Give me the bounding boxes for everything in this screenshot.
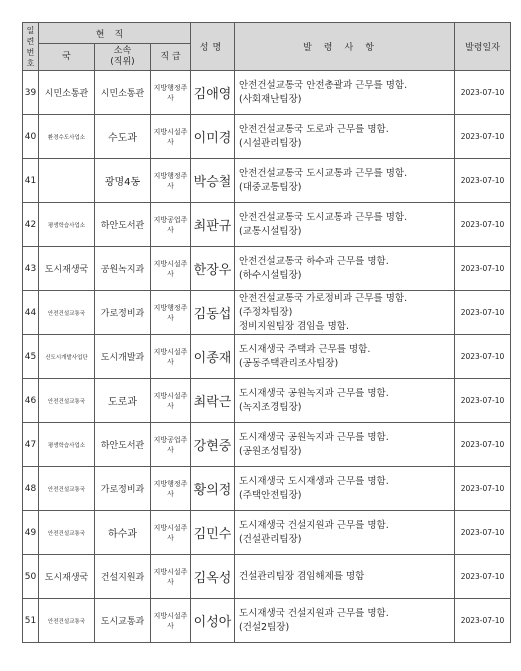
rank bbox=[151, 555, 191, 599]
rank-line: 사 bbox=[167, 93, 174, 102]
rank-line: 지방행정주 bbox=[153, 83, 188, 92]
order-date: 2023-07-10 bbox=[455, 291, 511, 335]
personnel-order-table bbox=[22, 22, 511, 643]
person-name: 김옥성 bbox=[191, 555, 235, 599]
order-date: 2023-07-10 bbox=[455, 599, 511, 643]
order-text bbox=[235, 511, 455, 555]
order-text bbox=[235, 247, 455, 291]
rank-line: 사 bbox=[167, 621, 174, 630]
current-dept: 도시교통과 bbox=[95, 599, 151, 643]
table-row bbox=[23, 511, 511, 555]
rank-line: 사 bbox=[167, 577, 174, 586]
order-text bbox=[235, 335, 455, 379]
table-row bbox=[23, 599, 511, 643]
row-number: 42 bbox=[23, 203, 39, 247]
row-number: 43 bbox=[23, 247, 39, 291]
order-text bbox=[235, 467, 455, 511]
order-line: 안전건설교통국 도로과 근무를 명함. bbox=[239, 123, 389, 135]
order-line: (대중교통팀장) bbox=[239, 181, 302, 193]
table-row bbox=[23, 555, 511, 599]
order-line: (공동주택관리조사팀장) bbox=[239, 357, 339, 369]
header-no: 일 련 번 호 bbox=[23, 23, 39, 71]
order-line: 안전건설교통국 도시교통과 근무를 명함. bbox=[239, 211, 408, 223]
rank bbox=[151, 115, 191, 159]
header-name: 성명 bbox=[191, 23, 235, 71]
rank-line: 사 bbox=[167, 181, 174, 190]
order-text bbox=[235, 379, 455, 423]
rank-line: 사 bbox=[167, 533, 174, 542]
row-number: 50 bbox=[23, 555, 39, 599]
row-number: 49 bbox=[23, 511, 39, 555]
table-row bbox=[23, 71, 511, 115]
order-line: 안전건설교통국 가로정비과 근무를 명함. bbox=[239, 292, 408, 304]
rank-line: 지방공업주 bbox=[153, 435, 188, 444]
current-dept: 가로정비과 bbox=[95, 291, 151, 335]
rank-line: 지방공업주 bbox=[153, 215, 188, 224]
rank-line: 사 bbox=[167, 401, 174, 410]
current-bureau: 도시재생국 bbox=[39, 555, 95, 599]
rank-line: 지방행정주 bbox=[153, 479, 188, 488]
order-line: 건설관리팀장 겸임해제를 명함 bbox=[239, 570, 365, 582]
order-text bbox=[235, 203, 455, 247]
order-line: (건설2팀장) bbox=[239, 621, 290, 633]
order-line: (하수시설팀장) bbox=[239, 269, 302, 281]
header-bureau: 국 bbox=[39, 44, 95, 71]
table-row bbox=[23, 335, 511, 379]
rank bbox=[151, 335, 191, 379]
row-number: 40 bbox=[23, 115, 39, 159]
person-name: 김민수 bbox=[191, 511, 235, 555]
rank-line: 사 bbox=[167, 137, 174, 146]
current-bureau: 안전건설교통국 bbox=[39, 599, 95, 643]
current-dept: 건설지원과 bbox=[95, 555, 151, 599]
rank bbox=[151, 599, 191, 643]
rank-line: 지방시설주 bbox=[153, 391, 188, 400]
header-order: 발령사항 bbox=[235, 23, 455, 71]
order-line: 도시재생국 공원녹지과 근무를 명함. bbox=[239, 431, 389, 443]
current-bureau: 도시재생국 bbox=[39, 247, 95, 291]
current-dept: 도로과 bbox=[95, 379, 151, 423]
row-number: 44 bbox=[23, 291, 39, 335]
order-date: 2023-07-10 bbox=[455, 379, 511, 423]
table-row bbox=[23, 115, 511, 159]
order-line: 도시재생국 도시재생과 근무를 명함. bbox=[239, 475, 389, 487]
row-number: 51 bbox=[23, 599, 39, 643]
order-date: 2023-07-10 bbox=[455, 511, 511, 555]
order-text bbox=[235, 115, 455, 159]
order-line: (녹지조경팀장) bbox=[239, 401, 302, 413]
table-row bbox=[23, 159, 511, 203]
order-line: 도시재생국 건설지원과 근무를 명함. bbox=[239, 607, 389, 619]
current-bureau: 안전건설교통국 bbox=[39, 291, 95, 335]
order-line: (교통시설팀장) bbox=[239, 225, 302, 237]
current-dept: 가로정비과 bbox=[95, 467, 151, 511]
header-dept: 소속 (직위) bbox=[95, 44, 151, 71]
row-number: 48 bbox=[23, 467, 39, 511]
person-name: 김애영 bbox=[191, 71, 235, 115]
rank-line: 사 bbox=[167, 445, 174, 454]
current-bureau: 신도시개발사업단 bbox=[39, 335, 95, 379]
table-row bbox=[23, 467, 511, 511]
current-dept: 도시개발과 bbox=[95, 335, 151, 379]
rank-line: 지방행정주 bbox=[153, 171, 188, 180]
current-bureau: 평생학습사업소 bbox=[39, 203, 95, 247]
order-line: 안전건설교통국 하수과 근무를 명함. bbox=[239, 255, 389, 267]
current-bureau: 평생학습사업소 bbox=[39, 423, 95, 467]
rank-line: 사 bbox=[167, 357, 174, 366]
order-date: 2023-07-10 bbox=[455, 159, 511, 203]
order-text bbox=[235, 71, 455, 115]
person-name: 김동섭 bbox=[191, 291, 235, 335]
rank-line: 사 bbox=[167, 313, 174, 322]
order-line: (주정차팀장) bbox=[239, 306, 293, 318]
row-number: 39 bbox=[23, 71, 39, 115]
order-text bbox=[235, 159, 455, 203]
current-dept: 공원녹지과 bbox=[95, 247, 151, 291]
order-date: 2023-07-10 bbox=[455, 115, 511, 159]
order-line: 도시재생국 주택과 근무를 명함. bbox=[239, 343, 371, 355]
table-row bbox=[23, 423, 511, 467]
order-line: (시설관리팀장) bbox=[239, 137, 302, 149]
rank-line: 지방시설주 bbox=[153, 523, 188, 532]
person-name: 강현중 bbox=[191, 423, 235, 467]
rank-line: 사 bbox=[167, 269, 174, 278]
current-bureau: 환경수도사업소 bbox=[39, 115, 95, 159]
order-line: (건설관리팀장) bbox=[239, 533, 302, 545]
rank-line: 지방시설주 bbox=[153, 347, 188, 356]
rank bbox=[151, 511, 191, 555]
rank bbox=[151, 423, 191, 467]
current-dept: 수도과 bbox=[95, 115, 151, 159]
current-bureau bbox=[39, 159, 95, 203]
order-text bbox=[235, 291, 455, 335]
current-bureau: 안전건설교통국 bbox=[39, 467, 95, 511]
rank-line: 지방시설주 bbox=[153, 127, 188, 136]
order-date: 2023-07-10 bbox=[455, 335, 511, 379]
order-date: 2023-07-10 bbox=[455, 71, 511, 115]
current-dept: 하수과 bbox=[95, 511, 151, 555]
order-text bbox=[235, 555, 455, 599]
rank-line: 지방시설주 bbox=[153, 611, 188, 620]
current-dept: 시민소통관 bbox=[95, 71, 151, 115]
order-date: 2023-07-10 bbox=[455, 555, 511, 599]
rank-line: 지방시설주 bbox=[153, 567, 188, 576]
header-rank: 직 급 bbox=[151, 44, 191, 71]
row-number: 46 bbox=[23, 379, 39, 423]
order-line: (사회재난팀장) bbox=[239, 93, 302, 105]
rank-line: 지방행정주 bbox=[153, 303, 188, 312]
person-name: 최판규 bbox=[191, 203, 235, 247]
rank bbox=[151, 467, 191, 511]
person-name: 이종재 bbox=[191, 335, 235, 379]
table-row bbox=[23, 291, 511, 335]
person-name: 최락근 bbox=[191, 379, 235, 423]
current-dept: 광명4동 bbox=[95, 159, 151, 203]
order-line: 안전건설교통국 안전총괄과 근무를 명함. bbox=[239, 79, 408, 91]
current-bureau: 시민소통관 bbox=[39, 71, 95, 115]
order-line: (주택안전팀장) bbox=[239, 489, 302, 501]
order-date: 2023-07-10 bbox=[455, 423, 511, 467]
order-text bbox=[235, 599, 455, 643]
rank-line: 사 bbox=[167, 489, 174, 498]
rank bbox=[151, 71, 191, 115]
current-bureau: 안전건설교통국 bbox=[39, 379, 95, 423]
order-line: 도시재생국 공원녹지과 근무를 명함. bbox=[239, 387, 389, 399]
rank bbox=[151, 247, 191, 291]
person-name: 이성아 bbox=[191, 599, 235, 643]
table-row bbox=[23, 247, 511, 291]
row-number: 47 bbox=[23, 423, 39, 467]
table-row bbox=[23, 379, 511, 423]
rank bbox=[151, 159, 191, 203]
person-name: 박승철 bbox=[191, 159, 235, 203]
rank-line: 지방시설주 bbox=[153, 259, 188, 268]
order-line: 도시재생국 건설지원과 근무를 명함. bbox=[239, 519, 389, 531]
current-dept: 하안도서관 bbox=[95, 203, 151, 247]
order-line: 안전건설교통국 도시교통과 근무를 명함. bbox=[239, 167, 408, 179]
order-line: (공원조성팀장) bbox=[239, 445, 302, 457]
rank-line: 사 bbox=[167, 225, 174, 234]
header-date: 발령일자 bbox=[455, 23, 511, 71]
row-number: 45 bbox=[23, 335, 39, 379]
person-name: 이미경 bbox=[191, 115, 235, 159]
table-row bbox=[23, 203, 511, 247]
rank bbox=[151, 203, 191, 247]
row-number: 41 bbox=[23, 159, 39, 203]
order-date: 2023-07-10 bbox=[455, 467, 511, 511]
rank bbox=[151, 379, 191, 423]
order-line: 정비지원팀장 겸임을 명함. bbox=[239, 320, 350, 332]
current-bureau: 안전건설교통국 bbox=[39, 511, 95, 555]
person-name: 한장우 bbox=[191, 247, 235, 291]
person-name: 황의정 bbox=[191, 467, 235, 511]
order-date: 2023-07-10 bbox=[455, 203, 511, 247]
current-dept: 하안도서관 bbox=[95, 423, 151, 467]
order-text bbox=[235, 423, 455, 467]
rank bbox=[151, 291, 191, 335]
header-current-position: 현직 bbox=[39, 23, 191, 44]
order-date: 2023-07-10 bbox=[455, 247, 511, 291]
